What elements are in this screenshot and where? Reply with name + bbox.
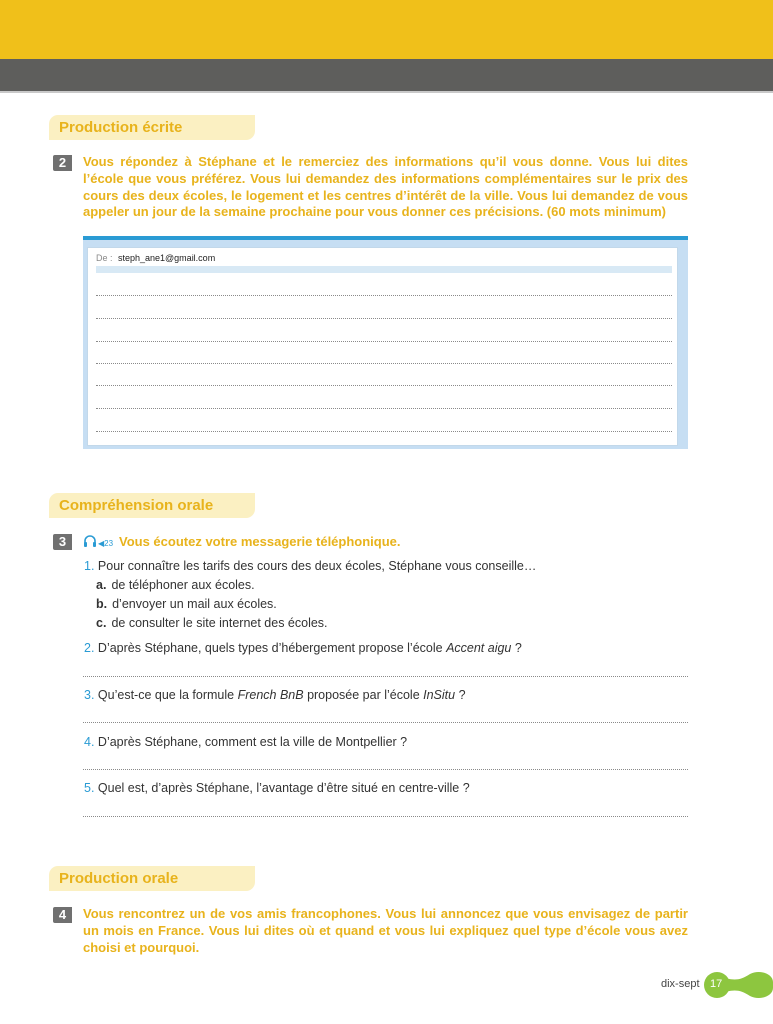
exercise-number-2: 2 bbox=[53, 155, 72, 171]
email-writing-line bbox=[96, 318, 672, 319]
answer-line-5[interactable] bbox=[83, 816, 688, 817]
email-writing-line bbox=[96, 363, 672, 364]
header-grey-band bbox=[0, 59, 773, 93]
answer-line-4[interactable] bbox=[83, 769, 688, 770]
audio-track-number: ◀23 bbox=[98, 539, 114, 548]
page-number: 17 bbox=[710, 978, 723, 990]
header-yellow-band bbox=[0, 0, 773, 59]
exercise-3-instruction: Vous écoutez votre messagerie téléphonique. bbox=[119, 534, 401, 549]
exercise-2-instruction: Vous répondez à Stéphane et le remerciez des informations qu’il vous donne. Vous lui dites l’école que vous préférez. Vous lui demandez des informations complémentaires sur le prix des cours des deux écoles, le logement et les centres d’intérêt de la ville. Vous lui demandez de vous appeler un jour de la semaine prochaine pour vous donner ces précisions. (60 mots minimum) bbox=[83, 154, 688, 220]
page-label: dix-sept bbox=[661, 978, 700, 990]
question-4: 4. D’après Stéphane, comment est la ville de Montpellier ? bbox=[84, 735, 408, 749]
exercise-number-4: 4 bbox=[53, 907, 72, 923]
question-text: Pour connaître les tarifs des cours des deux écoles, Stéphane vous conseille… bbox=[97, 559, 537, 573]
email-writing-line bbox=[96, 431, 672, 432]
section-production-orale: Production orale bbox=[49, 866, 255, 891]
email-form bbox=[83, 236, 688, 449]
question-3: 3. Qu’est-ce que la formule French BnB proposée par l’école InSitu ? bbox=[84, 688, 466, 702]
answer-line-3[interactable] bbox=[83, 722, 688, 723]
email-from-value: steph_ane1@gmail.com bbox=[118, 253, 216, 263]
email-writing-line bbox=[96, 295, 672, 296]
section-comprehension-orale: Compréhension orale bbox=[49, 493, 255, 518]
option-a[interactable]: a. de téléphoner aux écoles. bbox=[96, 578, 255, 592]
email-writing-line bbox=[96, 385, 672, 386]
exercise-number-3: 3 bbox=[53, 534, 72, 550]
email-writing-line bbox=[96, 408, 672, 409]
question-1 bbox=[84, 559, 689, 573]
section-production-ecrite: Production écrite bbox=[49, 115, 255, 140]
headphones-icon bbox=[83, 535, 97, 548]
question-2: 2. D’après Stéphane, quels types d’hébergement propose l’école Accent aigu ? bbox=[84, 641, 522, 655]
exercise-4-instruction: Vous rencontrez un de vos amis francophones. Vous lui annoncez que vous envisagez de partir un mois en France. Vous lui dites où et quand et vous lui expliquez quel type d’école vous avez choisi et pourquoi. bbox=[83, 906, 688, 955]
question-number: 1. bbox=[84, 559, 95, 573]
answer-line-2[interactable] bbox=[83, 676, 688, 677]
email-body-area[interactable] bbox=[87, 247, 678, 446]
email-from-label: De : bbox=[96, 253, 113, 263]
question-5: 5. Quel est, d’après Stéphane, l’avantage d’être situé en centre-ville ? bbox=[84, 781, 470, 795]
option-c[interactable]: c. de consulter le site internet des écoles. bbox=[96, 616, 328, 630]
email-writing-line bbox=[96, 341, 672, 342]
option-b[interactable]: b. d’envoyer un mail aux écoles. bbox=[96, 597, 277, 611]
email-subject-line bbox=[96, 266, 672, 273]
